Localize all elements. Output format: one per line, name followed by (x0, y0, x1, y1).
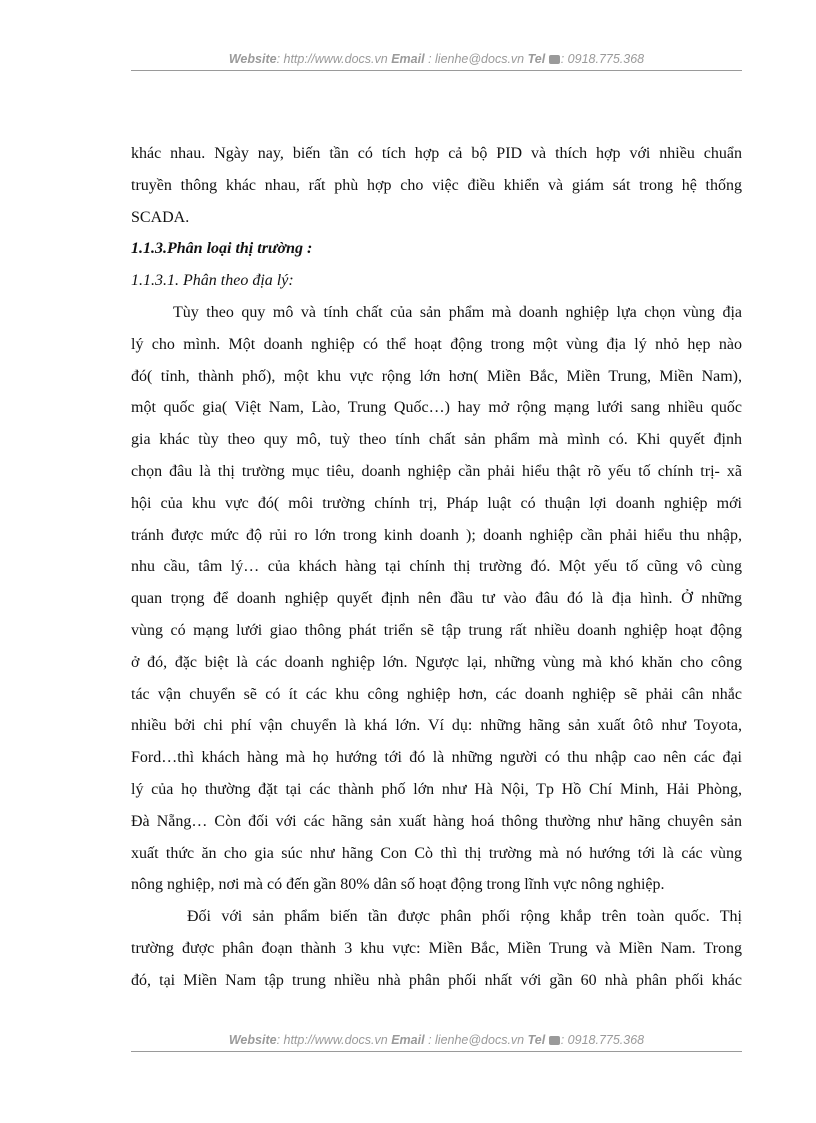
text-line: hội của khu vực đó( môi trường chính trị, Pháp luật có thuận lợi doanh nghiệp mới (131, 494, 742, 512)
text-line: nhiều bởi chi phí vận chuyển là khá lớn. Ví dụ: những hãng sản xuất ôtô như Toyota, (131, 717, 742, 735)
header-tel-label: Tel (527, 52, 546, 66)
text-line: một quốc gia( Việt Nam, Lào, Trung Quốc…) hay mở rộng mạng lưới sang nhiều quốc (131, 399, 742, 417)
footer-email-label: Email (391, 1033, 425, 1047)
text-line: trường được phân đoạn thành 3 khu vực: Miền Bắc, Miền Trung và Miền Nam. Trong (131, 939, 742, 957)
footer-website-url[interactable]: : http://www.docs.vn (276, 1033, 388, 1047)
text-line: khác nhau. Ngày nay, biến tần có tích hợp cả bộ PID và thích hợp với nhiều chuẩn (131, 145, 742, 162)
text-line: quan trọng để doanh nghiệp quyết định nên đầu tư vào đâu đó là địa hình. Ở những (131, 590, 742, 608)
paragraph-inverter-distribution (131, 901, 742, 996)
phone-icon (549, 55, 560, 64)
footer-email-address[interactable]: : lienhe@docs.vn (428, 1033, 525, 1047)
header-email-label: Email (391, 52, 425, 66)
text-line: nhu cầu, tâm lý… của khách hàng tại chính thị trường đó. Một yếu tố cũng vô cùng (131, 558, 742, 576)
text-line: SCADA. (131, 208, 190, 226)
phone-icon (549, 1036, 560, 1045)
text-line: Tùy theo quy mô và tính chất của sản phẩm mà doanh nghiệp lựa chọn vùng địa (173, 303, 742, 321)
footer-divider (131, 1051, 742, 1052)
header-tel-number: : 0918.775.368 (560, 52, 645, 66)
header-website-label: Website (228, 52, 277, 66)
header-website-url[interactable]: : http://www.docs.vn (276, 52, 388, 66)
text-line: vùng có mạng lưới giao thông phát triển sẽ tập trung rất nhiều doanh nghiệp hoạt động (131, 621, 742, 639)
subsection-heading-geography: 1.1.3.1. Phân theo địa lý: (131, 272, 294, 290)
text-line: truyền thông khác nhau, rất phù hợp cho việc điều khiển và giám sát trong hệ thống (131, 176, 742, 194)
text-line: đó( tỉnh, thành phố), một khu vực rộng lớn hơn( Miền Bắc, Miền Trung, Miền Nam), (131, 367, 742, 385)
footer-tel-label: Tel (527, 1033, 546, 1047)
text-line: Đà Nẵng… Còn đối với các hãng sản xuất hàng hoá thông thường như hãng chuyên sản (131, 812, 742, 830)
text-line: Đối với sản phẩm biến tần được phân phối rộng khắp trên toàn quốc. Thị (187, 908, 742, 926)
document-body (131, 138, 742, 997)
text-line: nông nghiệp, nơi mà có đến gần 80% dân số hoạt động trong lĩnh vực nông nghiệp. (131, 876, 665, 894)
text-line: lý cho mình. Một doanh nghiệp có thể hoạt động trong một vùng địa lý nhỏ hẹp nào (131, 335, 742, 353)
header-divider (131, 70, 742, 71)
header-email-address[interactable]: : lienhe@docs.vn (428, 52, 525, 66)
text-line: lý của họ thường đặt tại các thành phố lớn như Hà Nội, Tp Hồ Chí Minh, Hải Phòng, (131, 780, 742, 798)
page-header (131, 52, 742, 66)
text-line: tác vận chuyển sẽ có ít các khu công nghiệp hơn, các doanh nghiệp sẽ phải cân nhắc (131, 685, 742, 703)
text-line: Ford…thì khách hàng mà họ hướng tới đó là những người có thu nhập cao nên các đại (131, 749, 742, 767)
text-line: chọn đâu là thị trường mục tiêu, doanh nghiệp cần phải hiểu thật rõ yếu tố chính trị- xã (131, 462, 742, 480)
text-line: ở đó, đặc biệt là các doanh nghiệp lớn. Ngược lại, những vùng mà khó khăn cho công (131, 653, 742, 671)
text-line: đó, tại Miền Nam tập trung nhiều nhà phân phối nhất với gần 60 nhà phân phối khác (131, 971, 742, 989)
text-line: xuất thức ăn cho gia súc như hãng Con Cò thì thị trường mà nó hướng tới là các vùng (131, 844, 742, 862)
text-line: tránh được mức độ rủi ro lớn trong kinh doanh ); doanh nghiệp cần phải hiểu thu nhập, (131, 526, 742, 544)
paragraph-geography (131, 297, 742, 901)
footer-tel-number: : 0918.775.368 (560, 1033, 645, 1047)
paragraph-intro (131, 138, 742, 233)
footer-website-label: Website (228, 1033, 277, 1047)
page-footer (131, 1033, 742, 1047)
text-line: gia khác tùy theo quy mô, tuỳ theo tính chất sản phẩm mà mình có. Khi quyết định (131, 431, 742, 449)
section-heading-market-classification: 1.1.3.Phân loại thị trường : (131, 240, 313, 258)
